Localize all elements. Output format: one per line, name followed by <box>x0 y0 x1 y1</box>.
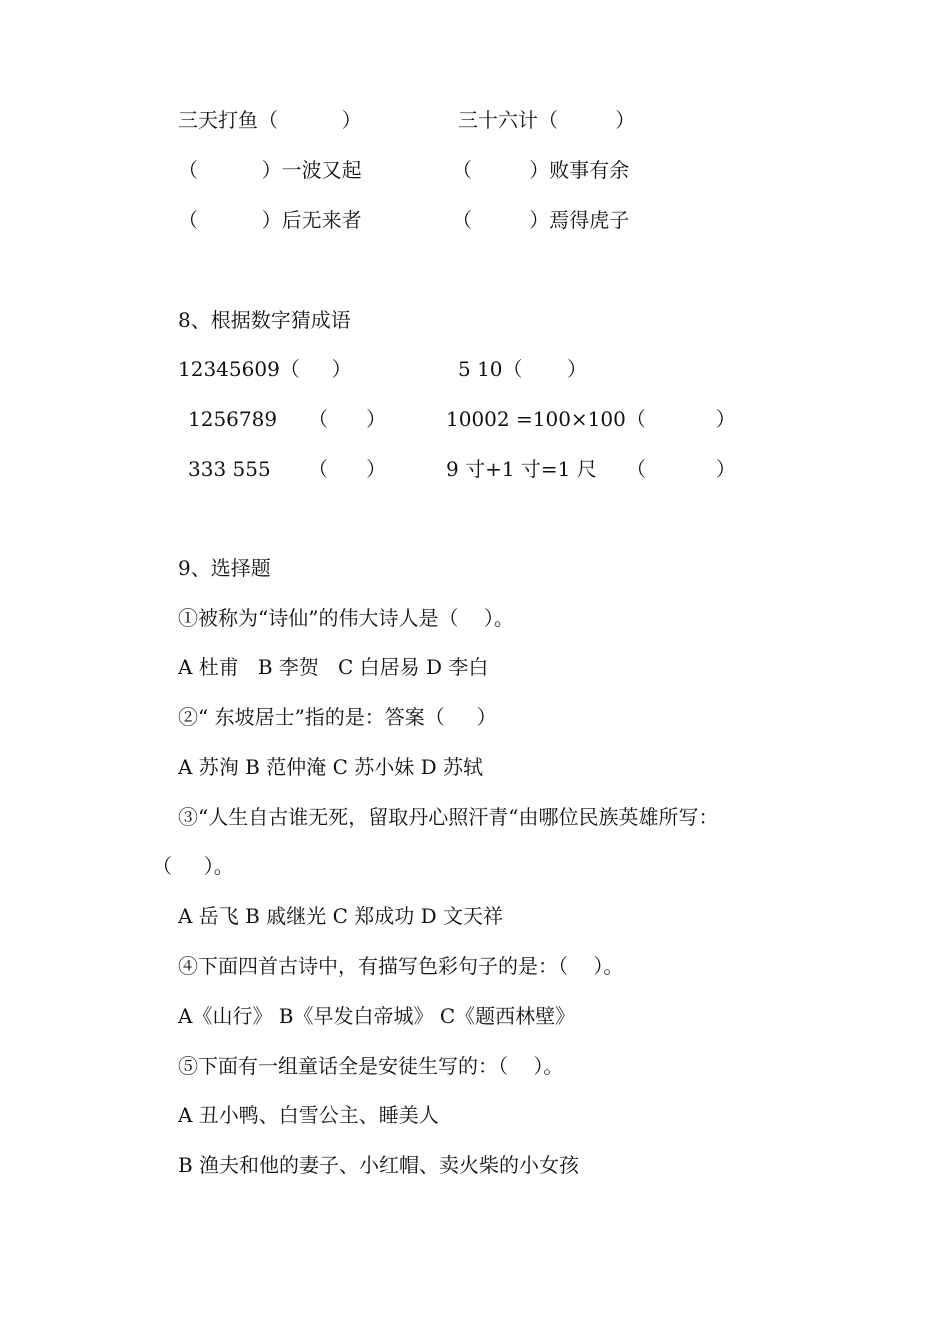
q9-item-5-option-b: B 渔夫和他的妻子、小红帽、卖火柴的小女孩 <box>178 1153 580 1177</box>
idiom-row-3-left: （ ）后无来者 <box>178 208 362 232</box>
q8-row-3-right: 9 寸+1 寸=1 尺 <box>446 457 597 481</box>
q8-row-1-right: 5 10（ ） <box>458 357 588 381</box>
q9-item-4: ④下面四首古诗中，有描写色彩句子的是：（ ）。 <box>178 954 624 978</box>
q8-row-3-left-blank: （ ） <box>308 457 387 481</box>
idiom-row-1-left: 三天打鱼（ ） <box>178 108 362 132</box>
q9-item-2-options: A 苏洵 B 范仲淹 C 苏小妹 D 苏轼 <box>178 755 483 779</box>
q9-item-5-option-a: A 丑小鸭、白雪公主、睡美人 <box>178 1103 439 1127</box>
q8-heading: 8、根据数字猜成语 <box>178 308 351 332</box>
idiom-row-2-right: （ ）败事有余 <box>452 158 630 182</box>
idiom-row-2-left: （ ）一波又起 <box>178 158 362 182</box>
q8-row-3-left: 333 555 <box>188 457 271 481</box>
q9-heading: 9、选择题 <box>178 556 271 580</box>
idiom-row-3-right: （ ）焉得虎子 <box>452 208 630 232</box>
idiom-row-1-right: 三十六计（ ） <box>458 108 636 132</box>
q9-item-1-options: A 杜甫 B 李贺 C 白居易 D 李白 <box>178 655 489 679</box>
q9-item-3-options: A 岳飞 B 戚继光 C 郑成功 D 文天祥 <box>178 904 503 928</box>
q8-row-2-left: 1256789 <box>188 407 278 431</box>
q8-row-1-left: 12345609（ ） <box>178 357 352 381</box>
q9-item-3: ③“人生自古谁无死，留取丹心照汗青“由哪位民族英雄所写： <box>178 805 719 829</box>
q8-row-2-left-blank: （ ） <box>308 407 387 431</box>
q9-item-5: ⑤下面有一组童话全是安徒生写的：（ ）。 <box>178 1054 564 1078</box>
q9-item-2: ②“ 东坡居士”指的是：答案（ ） <box>178 705 497 729</box>
q9-item-1: ①被称为“诗仙”的伟大诗人是（ ）。 <box>178 606 514 630</box>
q8-row-3-right-blank: （ ） <box>626 457 736 481</box>
q8-row-2-right: 10002 =100×100（ ） <box>446 407 736 431</box>
q9-item-4-options: A《山行》 B《早发白帝城》 C《题西林壁》 <box>178 1004 576 1028</box>
q9-item-3-blank: （ ）。 <box>152 854 234 878</box>
